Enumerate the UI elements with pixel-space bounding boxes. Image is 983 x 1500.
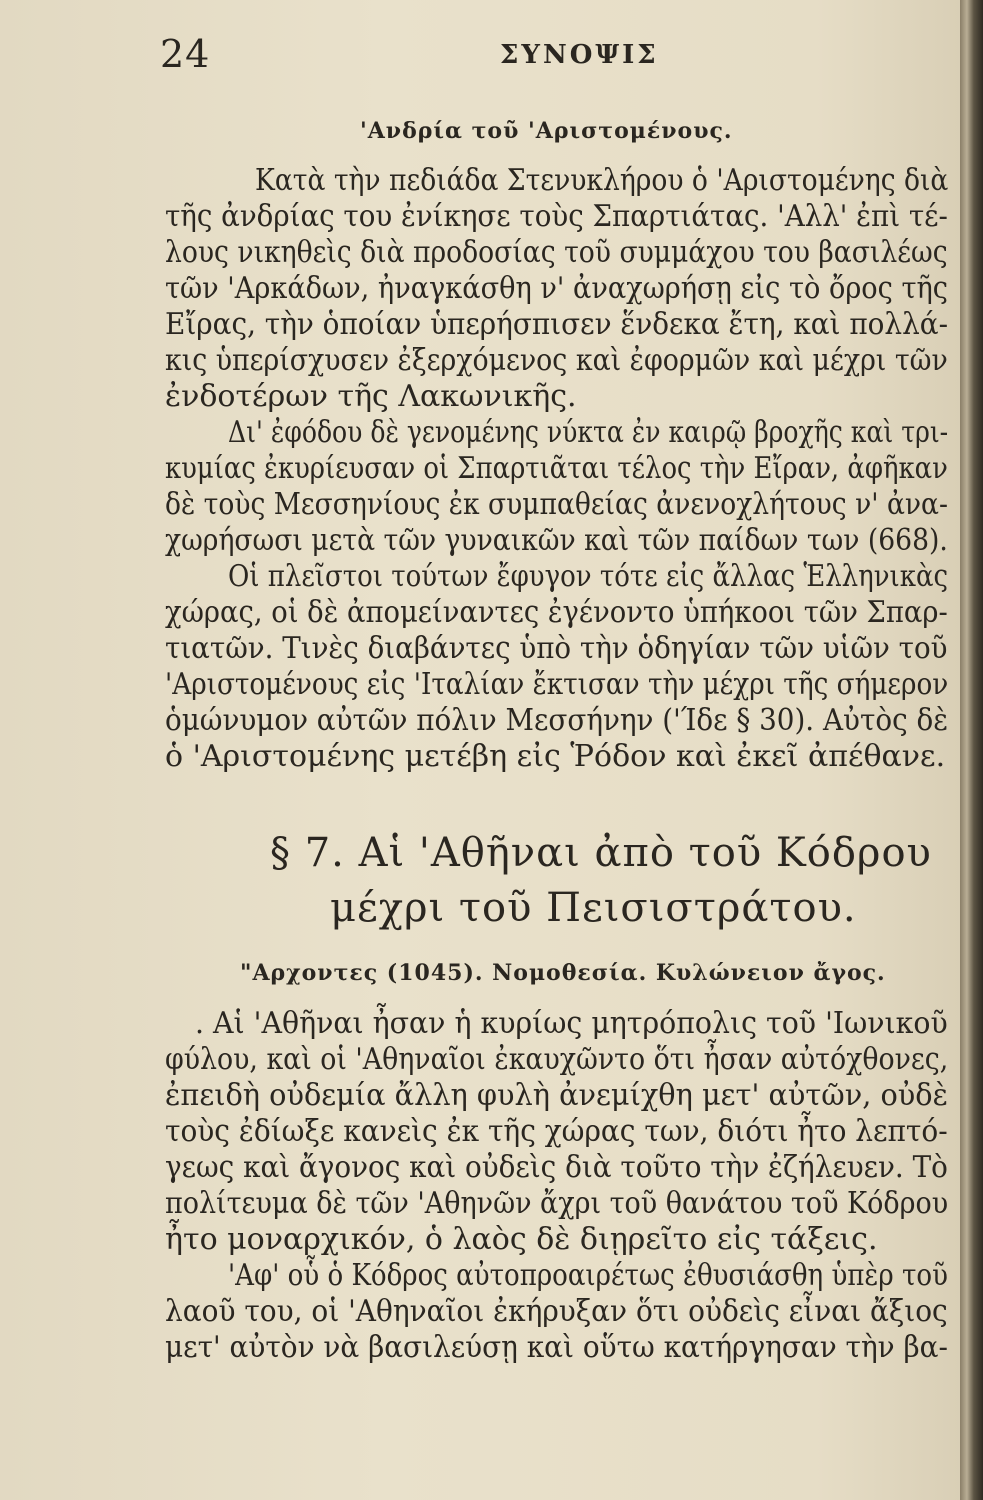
text-line: τιατῶν. Τινὲς διαβάντες ὑπὸ τὴν ὁδηγίαν τῶν υἱῶν τοῦ	[165, 631, 948, 666]
text-line: Εἴρας, τὴν ὁποίαν ὑπερήσπισεν ἕνδεκα ἔτη, καὶ πολλά-	[165, 307, 948, 342]
running-head	[160, 30, 950, 80]
text-line: τῶν 'Αρκάδων, ἠναγκάσθη ν' ἀναχωρήσῃ εἰς τὸ ὄρος τῆς	[165, 271, 949, 306]
text-line: κις ὑπερίσχυσεν ἐξερχόμενος καὶ ἐφορμῶν καὶ μέχρι τῶν	[165, 343, 948, 378]
text-line: 'Αφ' οὗ ὁ Κόδρος αὐτοπροαιρέτως ἐθυσιάσθη ὑπὲρ τοῦ	[228, 1258, 948, 1293]
section-heading-line1: § 7. Αἱ 'Αθῆναι ἀπὸ τοῦ Κόδρου	[270, 830, 932, 876]
text-line: κυμίας ἐκυρίευσαν οἱ Σπαρτιᾶται τέλος τὴν Εἴραν, ἀφῆκαν	[165, 451, 948, 486]
text-line: μετ' αὐτὸν νὰ βασιλεύσῃ καὶ οὕτω κατήργησαν τὴν βα-	[165, 1330, 948, 1365]
section-heading-line2: μέχρι τοῦ Πεισιστράτου.	[330, 885, 857, 931]
text-line: ἦτο μοναρχικόν, ὁ λαὸς δὲ διῃρεῖτο εἰς τάξεις.	[165, 1222, 878, 1257]
text-line: γεως καὶ ἄγονος καὶ οὐδεὶς διὰ τοῦτο τὴν ἐζήλευεν. Τὸ	[165, 1150, 948, 1185]
text-line: Κατὰ τὴν πεδιάδα Στενυκλήρου ὁ 'Αριστομένης διὰ	[255, 163, 949, 198]
text-line: Δι' ἐφόδου δὲ γενομένης νύκτα ἐν καιρῷ βροχῆς καὶ τρι-	[228, 415, 949, 450]
text-line: χωρήσωσι μετὰ τῶν γυναικῶν καὶ τῶν παίδων των (668).	[165, 523, 948, 558]
text-line: χώρας, οἱ δὲ ἀπομείναντες ἐγένοντο ὑπήκοοι τῶν Σπαρ-	[165, 595, 948, 630]
text-line: τοὺς ἐδίωξε κανεὶς ἐκ τῆς χώρας των, διότι ἦτο λεπτό-	[165, 1114, 948, 1149]
text-line: πολίτευμα δὲ τῶν 'Αθηνῶν ἄχρι τοῦ θανάτου τοῦ Κόδρου	[165, 1186, 949, 1221]
text-line: ἐνδοτέρων τῆς Λακωνικῆς.	[165, 379, 577, 414]
text-line: λαοῦ του, οἱ 'Αθηναῖοι ἐκήρυξαν ὅτι οὐδεὶς εἶναι ἄξιος	[165, 1294, 948, 1329]
text-line: 'Αριστομένους εἰς 'Ιταλίαν ἔκτισαν τὴν μέχρι τῆς σήμερον	[165, 667, 949, 702]
text-line: ὁμώνυμον αὐτῶν πόλιν Μεσσήνην ('Ίδε § 30). Αὐτὸς δὲ	[165, 703, 949, 738]
text-line: ὁ 'Αριστομένης μετέβη εἰς Ῥόδον καὶ ἐκεῖ ἀπέθανε.	[165, 739, 946, 774]
text-line: λους νικηθεὶς διὰ προδοσίας τοῦ συμμάχου του βασιλέως	[165, 235, 948, 270]
section-subheading: "Αρχοντες (1045). Νομοθεσία. Κυλώνειον ἄγος.	[240, 960, 886, 986]
text-line: . Αἱ 'Αθῆναι ἦσαν ἡ κυρίως μητρόπολις τοῦ 'Ιωνικοῦ	[195, 1006, 948, 1041]
section-subheading: 'Ανδρία τοῦ 'Αριστομένους.	[360, 118, 733, 144]
running-title: ΣΥΝΟΨΙΣ	[500, 40, 659, 70]
text-line: Οἱ πλεῖστοι τούτων ἔφυγον τότε εἰς ἄλλας Ἑλληνικὰς	[228, 559, 949, 594]
text-line: φύλου, καὶ οἱ 'Αθηναῖοι ἐκαυχῶντο ὅτι ἦσαν αὐτόχθονες,	[165, 1042, 949, 1077]
text-line: τῆς ἀνδρίας του ἐνίκησε τοὺς Σπαρτιάτας. 'Αλλ' ἐπὶ τέ-	[165, 199, 948, 234]
book-edge	[960, 0, 983, 1500]
text-line: δὲ τοὺς Μεσσηνίους ἐκ συμπαθείας ἀνενοχλήτους ν' ἀνα-	[165, 487, 948, 522]
text-line: ἐπειδὴ οὐδεμία ἄλλη φυλὴ ἀνεμίχθη μετ' αὐτῶν, οὐδὲ	[165, 1078, 949, 1113]
page-number: 24	[160, 32, 211, 76]
